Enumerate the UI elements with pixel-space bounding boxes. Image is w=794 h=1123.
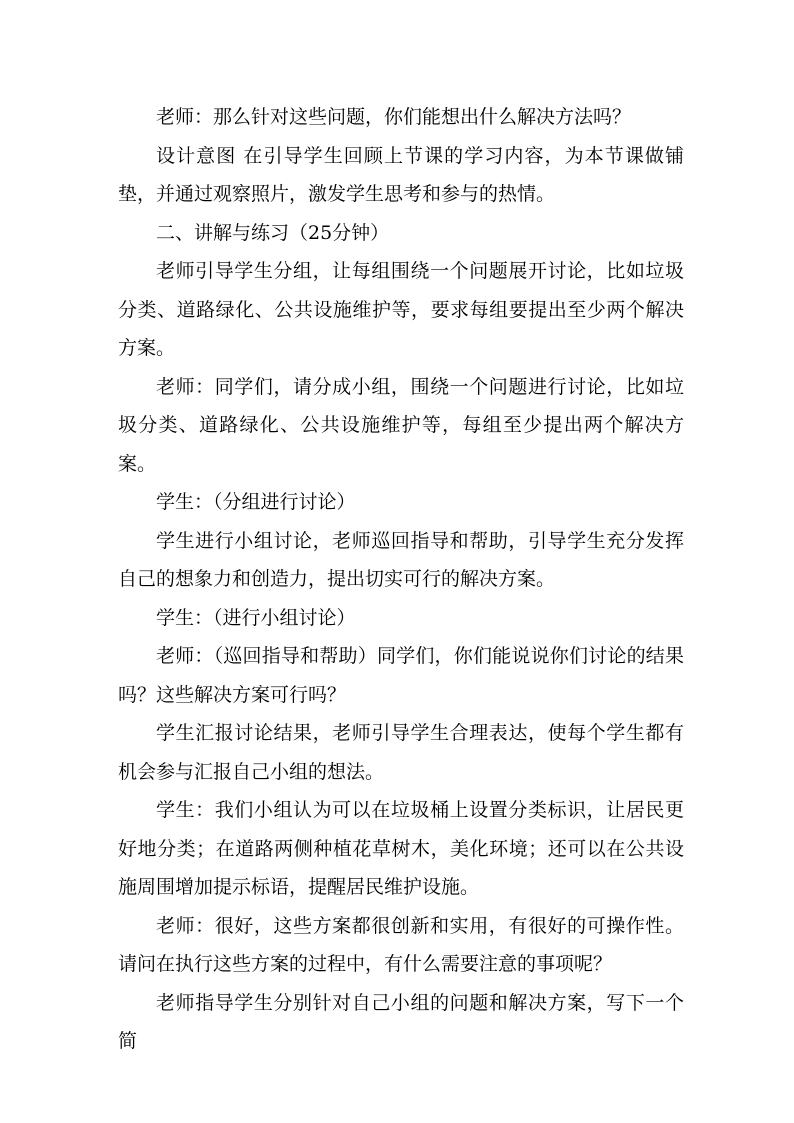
paragraph-teacher-feedback: 老师：很好，这些方案都很创新和实用，有很好的可操作性。请问在执行这些方案的过程中，有什么需要注意的事项呢？	[118, 914, 684, 975]
paragraph-teacher-grouping: 老师：同学们，请分成小组，围绕一个问题进行讨论，比如垃圾分类、道路绿化、公共设施维护等，每组至少提出两个解决方案。	[118, 375, 684, 475]
paragraph-group-discussion: 学生进行小组讨论，老师巡回指导和帮助，引导学生充分发挥自己的想象力和创造力，提出切实可行的解决方案。	[118, 529, 684, 590]
paragraph-teacher-guidance: 老师：（巡回指导和帮助）同学们，你们能说说你们讨论的结果吗？这些解决方案可行吗？	[118, 645, 684, 706]
paragraph-report-results: 学生汇报讨论结果，老师引导学生合理表达，使每个学生都有机会参与汇报自己小组的想法。	[118, 722, 684, 783]
paragraph-writing-task: 老师指导学生分别针对自己小组的问题和解决方案，写下一个简	[118, 991, 684, 1052]
document-body	[118, 98, 684, 1061]
paragraph-design-intent: 设计意图 在引导学生回顾上节课的学习内容，为本节课做铺垫，并通过观察照片，激发学生思考和参与的热情。	[118, 144, 684, 205]
paragraph-student-report: 学生：我们小组认为可以在垃圾桶上设置分类标识，让居民更好地分类；在道路两侧种植花草树木，美化环境；还可以在公共设施周围增加提示标语，提醒居民维护设施。	[118, 799, 684, 898]
paragraph-student-grouping: 学生：（分组进行讨论）	[156, 491, 356, 513]
section-heading-explanation-practice: 二、讲解与练习（25分钟）	[156, 221, 390, 244]
paragraph-student-discussion: 学生：（进行小组讨论）	[156, 606, 356, 629]
paragraph-teacher-question: 老师：那么针对这些问题，你们能想出什么解决方法吗？	[156, 106, 632, 128]
paragraph-group-instruction: 老师引导学生分组，让每组围绕一个问题展开讨论，比如垃圾分类、道路绿化、公共设施维护等，要求每组要提出至少两个解决方案。	[118, 260, 684, 359]
